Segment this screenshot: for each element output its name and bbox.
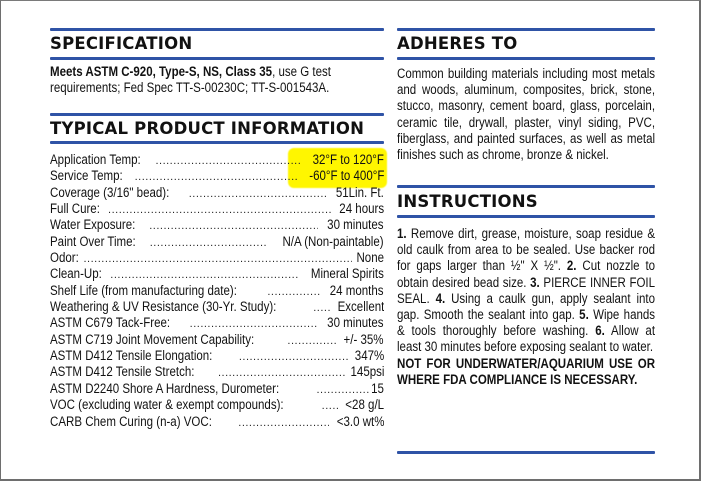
- leader-dots: [84, 253, 352, 265]
- info-label: Paint Over Time:: [50, 233, 136, 249]
- info-row-water-exposure: [50, 217, 384, 233]
- specification-standard: Meets ASTM C-920, Type-S, NS, Class 35: [50, 64, 273, 79]
- info-label: Coverage (3/16" bead):: [50, 184, 170, 200]
- info-label: Application Temp:: [50, 152, 141, 167]
- divider-rule: [50, 28, 384, 31]
- leader-dots: [267, 286, 321, 298]
- info-row-tack-free: [50, 315, 384, 331]
- info-value: 30 minutes: [327, 315, 384, 331]
- step-text: Allow at least 30 minutes before exposing sealant to water.: [397, 323, 656, 355]
- divider-rule: [397, 215, 655, 218]
- divider-rule: [397, 451, 655, 454]
- step-number: 5.: [579, 307, 589, 323]
- divider-rule: [397, 185, 655, 188]
- step-number: 4.: [435, 290, 446, 306]
- divider-rule: [50, 113, 384, 116]
- info-row-tensile-elongation: [50, 348, 384, 364]
- info-label: Weathering & UV Resistance (30-Yr. Study):: [50, 299, 277, 315]
- info-label: Odor:: [50, 250, 79, 266]
- leader-dots: [322, 400, 339, 412]
- info-row-joint-movement: [50, 332, 384, 348]
- info-label: Full Cure:: [50, 201, 100, 217]
- step-text: Wipe hands & tools thoroughly before washing.: [397, 307, 656, 339]
- info-value: 347%: [354, 348, 384, 364]
- adheres-to-text: Common building materials including most metals and woods, aluminum, composites, brick, stone, stucco, masonry, cement board, glass, porcelain, ceramic tile, drywall, plaster, vinyl siding, PVC, fiberglass, and painted surfaces, as well as metal finishes such as chrome, bronze & nickel.: [397, 66, 656, 163]
- specification-text: [50, 64, 384, 96]
- info-value: -60°F to 400°F: [308, 168, 384, 184]
- step-number: 1.: [397, 226, 407, 241]
- info-label: Clean-Up:: [50, 266, 102, 282]
- product-info-list: [50, 152, 384, 430]
- instructions-heading: INSTRUCTIONS: [397, 192, 538, 211]
- step-text: Remove dirt, grease, moisture, soap residue & old caulk from area to be sealed. Use backer rod for gaps larger than ½" X ½".: [397, 226, 656, 274]
- info-label: Service Temp:: [50, 168, 123, 184]
- leader-dots: [189, 188, 328, 200]
- step-text: Cut nozzle to obtain desired bead size.: [397, 258, 656, 290]
- step-number: 6.: [595, 323, 605, 339]
- info-row-tensile-stretch: [50, 364, 384, 380]
- info-value: Excellent: [337, 299, 384, 315]
- leader-dots: [190, 318, 319, 330]
- step-number: 3.: [530, 274, 540, 290]
- info-row-odor: [50, 250, 384, 266]
- info-label: VOC (excluding water & exempt compounds):: [50, 397, 284, 413]
- leader-dots: [218, 367, 345, 379]
- info-row-paint-over-time: [50, 234, 384, 250]
- info-value: <28 g/L: [345, 397, 384, 413]
- info-row-full-cure: [50, 201, 384, 217]
- info-value: 24 hours: [339, 201, 384, 217]
- leader-dots: [108, 204, 332, 216]
- step-text: Using a caulk gun, apply sealant into gap. Smooth the sealant into gap.: [397, 290, 656, 323]
- leader-dots: [238, 417, 328, 429]
- info-value: 30 minutes: [327, 217, 384, 233]
- info-label: ASTM C719 Joint Movement Capability:: [50, 331, 255, 347]
- info-value: 145psi: [350, 364, 384, 380]
- divider-rule: [397, 28, 655, 31]
- specification-line2: requirements; Fed Spec TT-S-00230C; TT-S-001543A.: [50, 80, 330, 96]
- info-value: Mineral Spirits: [311, 266, 384, 282]
- divider-rule: [50, 141, 384, 144]
- leader-dots: [155, 155, 301, 167]
- leader-dots: [110, 269, 299, 281]
- info-value: 32°F to 120°F: [312, 152, 384, 167]
- leader-dots: [149, 220, 318, 232]
- leader-dots: [239, 351, 350, 363]
- info-row-application-temp: [50, 152, 384, 168]
- info-value: 51Lin. Ft.: [335, 184, 384, 200]
- fda-warning: NOT FOR UNDERWATER/AQUARIUM USE OR WHERE FDA COMPLIANCE IS NECESSARY.: [397, 355, 656, 387]
- info-value: 24 months: [330, 282, 384, 298]
- leader-dots: [150, 237, 267, 249]
- info-label: ASTM D412 Tensile Stretch:: [50, 364, 195, 380]
- info-row-weathering: [50, 299, 384, 315]
- typical-info-heading: TYPICAL PRODUCT INFORMATION: [50, 119, 365, 138]
- info-label: ASTM C679 Tack-Free:: [50, 315, 171, 331]
- step-text: PIERCE INNER FOIL SEAL.: [397, 274, 656, 306]
- step-number: 2.: [566, 258, 577, 274]
- info-label: Water Exposure:: [50, 217, 136, 233]
- info-value: +/- 35%: [343, 331, 384, 347]
- info-row-shelf-life: [50, 283, 384, 299]
- instructions-steps: [397, 226, 655, 356]
- info-value: 15: [371, 380, 384, 396]
- specification-line1-rest: , use G test: [272, 64, 331, 79]
- info-row-carb-voc: [50, 414, 384, 430]
- leader-dots: [316, 384, 369, 396]
- divider-rule: [50, 57, 384, 60]
- instructions-body: [397, 226, 655, 388]
- info-value: N/A (Non-paintable): [282, 233, 384, 249]
- info-row-clean-up: [50, 266, 384, 282]
- info-row-voc: [50, 397, 384, 413]
- adheres-to-heading: ADHERES TO: [397, 34, 518, 53]
- info-value: None: [356, 250, 384, 266]
- info-label: ASTM D2240 Shore A Hardness, Durometer:: [50, 380, 280, 396]
- info-label: ASTM D412 Tensile Elongation:: [50, 348, 213, 364]
- leader-dots: [287, 335, 337, 347]
- info-value: <3.0 wt%: [336, 413, 384, 429]
- divider-rule: [397, 57, 655, 60]
- info-label: Shelf Life (from manufacturing date):: [50, 282, 237, 298]
- leader-dots: [313, 302, 329, 314]
- specification-heading: SPECIFICATION: [50, 34, 193, 53]
- info-label: CARB Chem Curing (n-a) VOC:: [50, 413, 212, 429]
- info-row-service-temp: [50, 168, 384, 184]
- info-row-coverage: [50, 185, 384, 201]
- info-row-hardness: [50, 381, 384, 397]
- leader-dots: [135, 171, 297, 183]
